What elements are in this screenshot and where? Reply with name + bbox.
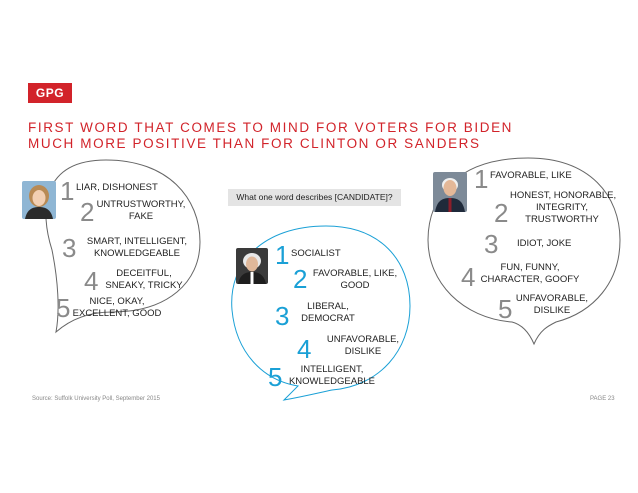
biden-rank-2: 2 <box>494 198 509 228</box>
clinton-answer-4: DECEITFUL, SNEAKY, TRICKY <box>105 268 183 291</box>
clinton-answer-3: SMART, INTELLIGENT, KNOWLEDGEABLE <box>86 236 188 259</box>
person-photo-icon <box>22 181 56 219</box>
page-number: PAGE 23 <box>590 396 615 402</box>
biden-answer-4: FUN, FUNNY, CHARACTER, GOOFY <box>480 262 580 285</box>
sanders-rank-4: 4 <box>297 334 312 364</box>
biden-rank-4: 4 <box>461 262 476 292</box>
biden-answer-3: IDIOT, JOKE <box>517 238 572 249</box>
clinton-answer-2: UNTRUSTWORTHY, FAKE <box>96 199 186 222</box>
clinton-rank-5: 5 <box>56 293 71 323</box>
sanders-rank-1: 1 <box>275 240 290 270</box>
clinton-answer-1: LIAR, DISHONEST <box>76 182 158 193</box>
title-line-2: MUCH MORE POSITIVE THAN FOR CLINTON OR SANDERS <box>28 136 481 151</box>
biden-rank-5: 5 <box>498 294 513 324</box>
sanders-answer-3: LIBERAL, DEMOCRAT <box>301 301 355 324</box>
clinton-answer-5: NICE, OKAY, EXCELLENT, GOOD <box>72 296 162 319</box>
sanders-answer-2: FAVORABLE, LIKE, GOOD <box>312 268 398 291</box>
clinton-rank-1: 1 <box>60 176 75 206</box>
page-title <box>28 120 618 152</box>
title-line-1: FIRST WORD THAT COMES TO MIND FOR VOTERS FOR BIDEN <box>28 120 514 135</box>
clinton-photo <box>22 181 56 219</box>
clinton-rank-3: 3 <box>62 233 77 263</box>
sanders-answer-5: INTELLIGENT, KNOWLEDGEABLE <box>288 364 376 387</box>
gpg-logo: GPG <box>28 83 72 103</box>
person-photo-icon <box>433 172 467 212</box>
sanders-photo <box>236 248 268 284</box>
sanders-rank-3: 3 <box>275 301 290 331</box>
source-note: Source: Suffolk University Poll, September 2015 <box>32 396 160 402</box>
sanders-rank-5: 5 <box>268 362 283 392</box>
sanders-answer-1: SOCIALIST <box>291 248 341 259</box>
sanders-answer-4: UNFAVORABLE, DISLIKE <box>326 334 400 357</box>
biden-rank-1: 1 <box>474 164 489 194</box>
biden-answer-1: FAVORABLE, LIKE <box>490 170 572 181</box>
clinton-rank-2: 2 <box>80 197 95 227</box>
clinton-rank-4: 4 <box>84 266 99 296</box>
biden-answer-2: HONEST, HONORABLE, INTEGRITY, TRUSTWORTHY <box>510 190 617 225</box>
biden-answer-5: UNFAVORABLE, DISLIKE <box>515 293 589 316</box>
biden-photo <box>433 172 467 212</box>
sanders-rank-2: 2 <box>293 264 308 294</box>
person-photo-icon <box>236 248 268 284</box>
biden-rank-3: 3 <box>484 229 499 259</box>
survey-question: What one word describes [CANDIDATE]? <box>228 189 401 206</box>
